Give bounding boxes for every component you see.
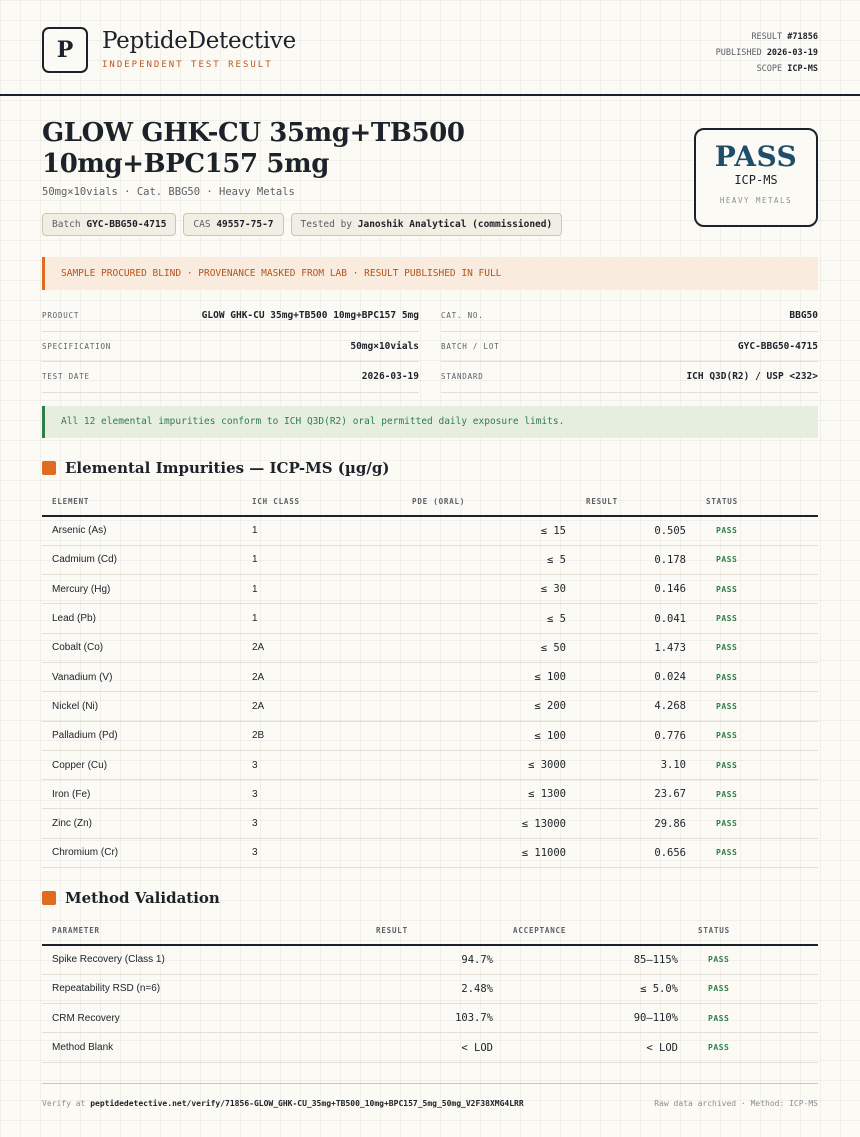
result-cell: 103.7% [366, 1004, 503, 1033]
spec-value: GYC-BBG50-4715 [737, 340, 818, 352]
status-badge: PASS [696, 662, 818, 691]
section-title: Elemental Impurities — ICP-MS (µg/g) [65, 459, 390, 477]
acceptance-cell: 85–115% [503, 945, 688, 974]
element-cell: Copper (Cu) [42, 750, 242, 779]
tested-by-chip: Tested by Janoshik Analytical (commissioned) [291, 213, 563, 236]
spec-value: GLOW GHK-CU 35mg+TB500 10mg+BPC157 5mg [201, 310, 419, 322]
status-badge: PASS [688, 974, 818, 1003]
parameter-cell: Repeatability RSD (n=6) [42, 974, 366, 1003]
spec-catno [441, 301, 818, 332]
pde-cell: ≤ 15 [402, 516, 576, 545]
conformance-banner: All 12 elemental impurities conform to ICH Q3D(R2) oral permitted daily exposure limits. [42, 406, 818, 438]
element-cell: Cobalt (Co) [42, 633, 242, 662]
table-row [42, 750, 818, 779]
result-cell: 4.268 [576, 692, 696, 721]
pde-cell: ≤ 11000 [402, 838, 576, 867]
spec-value: BBG50 [789, 310, 818, 322]
result-cell: 23.67 [576, 780, 696, 809]
pde-cell: ≤ 5 [402, 545, 576, 574]
verdict-word: PASS [714, 140, 798, 173]
element-cell: Lead (Pb) [42, 604, 242, 633]
pde-cell: ≤ 3000 [402, 750, 576, 779]
ich-class-cell: 1 [242, 604, 402, 633]
col-pde: PDE (ORAL) [402, 488, 576, 516]
element-cell: Iron (Fe) [42, 780, 242, 809]
status-badge: PASS [688, 1004, 818, 1033]
status-badge: PASS [696, 575, 818, 604]
ich-class-cell: 2A [242, 692, 402, 721]
acceptance-cell: 90–110% [503, 1004, 688, 1033]
pde-cell: ≤ 200 [402, 692, 576, 721]
pde-cell: ≤ 50 [402, 633, 576, 662]
pde-cell: ≤ 30 [402, 575, 576, 604]
validation-heading [42, 889, 220, 907]
pde-cell: ≤ 100 [402, 662, 576, 691]
status-badge: PASS [688, 945, 818, 974]
table-row [42, 945, 818, 974]
col-status: STATUS [688, 917, 818, 945]
provenance-notice: SAMPLE PROCURED BLIND · PROVENANCE MASKED FROM LAB · RESULT PUBLISHED IN FULL [42, 257, 818, 290]
pde-cell: ≤ 5 [402, 604, 576, 633]
archive-note: Raw data archived · Method: ICP-MS [654, 1099, 818, 1108]
spec-value: ICH Q3D(R2) / USP <232> [686, 371, 818, 383]
result-cell: 0.024 [576, 662, 696, 691]
status-badge: PASS [696, 809, 818, 838]
element-cell: Vanadium (V) [42, 662, 242, 691]
result-cell: < LOD [366, 1033, 503, 1062]
status-badge: PASS [696, 750, 818, 779]
pde-cell: ≤ 1300 [402, 780, 576, 809]
product-title: GLOW GHK-CU 35mg+TB500 10mg+BPC157 5mg [42, 118, 465, 179]
spec-test-date [42, 362, 419, 393]
parameter-cell: Spike Recovery (Class 1) [42, 945, 366, 974]
meta-scope: SCOPE ICP-MS [756, 64, 818, 74]
col-element: ELEMENT [42, 488, 242, 516]
spec-label: SPECIFICATION [42, 341, 112, 351]
section-marker-icon [42, 891, 56, 905]
col-parameter: PARAMETER [42, 917, 366, 945]
status-badge: PASS [696, 838, 818, 867]
spec-value: 50mg×10vials [350, 340, 419, 352]
table-row [42, 545, 818, 574]
table-row [42, 633, 818, 662]
element-cell: Cadmium (Cd) [42, 545, 242, 574]
ich-class-cell: 3 [242, 809, 402, 838]
ich-class-cell: 3 [242, 750, 402, 779]
batch-chip: Batch GYC-BBG50-4715 [42, 213, 176, 236]
ich-class-cell: 2A [242, 633, 402, 662]
product-subtitle: 50mg×10vials · Cat. BBG50 · Heavy Metals [42, 186, 295, 198]
spec-label: STANDARD [441, 372, 484, 382]
table-row [42, 1004, 818, 1033]
spec-grid [42, 301, 818, 393]
impurities-heading [42, 459, 389, 477]
element-cell: Arsenic (As) [42, 516, 242, 545]
table-row [42, 1033, 818, 1062]
col-result: RESULT [366, 917, 503, 945]
spec-product [42, 301, 419, 332]
logo-mark: P [42, 27, 88, 73]
spec-value: 2026-03-19 [361, 371, 419, 383]
validation-table [42, 917, 818, 1063]
spec-label: BATCH / LOT [441, 341, 500, 351]
ich-class-cell: 1 [242, 575, 402, 604]
col-status: STATUS [696, 488, 818, 516]
col-acceptance: ACCEPTANCE [503, 917, 688, 945]
result-cell: 0.656 [576, 838, 696, 867]
spec-standard [441, 362, 818, 393]
section-title: Method Validation [65, 889, 220, 907]
table-row [42, 575, 818, 604]
verdict-stamp [694, 128, 818, 227]
result-cell: 94.7% [366, 945, 503, 974]
result-cell: 2.48% [366, 974, 503, 1003]
section-marker-icon [42, 461, 56, 475]
chip-row [42, 213, 562, 236]
ich-class-cell: 2B [242, 721, 402, 750]
table-header-row [42, 917, 818, 945]
meta-result: RESULT #71856 [751, 32, 818, 42]
table-header-row [42, 488, 818, 516]
spec-batch [441, 332, 818, 363]
brand-tagline: INDEPENDENT TEST RESULT [102, 60, 273, 70]
result-meta [716, 29, 818, 77]
ich-class-cell: 1 [242, 545, 402, 574]
header-divider [0, 94, 860, 96]
ich-class-cell: 1 [242, 516, 402, 545]
ich-class-cell: 3 [242, 780, 402, 809]
acceptance-cell: ≤ 5.0% [503, 974, 688, 1003]
footer-divider [42, 1083, 818, 1084]
status-badge: PASS [696, 721, 818, 750]
spec-label: CAT. NO. [441, 311, 484, 321]
result-cell: 0.178 [576, 545, 696, 574]
result-cell: 0.041 [576, 604, 696, 633]
element-cell: Mercury (Hg) [42, 575, 242, 604]
verify-link[interactable]: peptidedetective.net/verify/71856-GLOW_GHK-CU_35mg+TB500_10mg+BPC157_5mg_50mg_V2F38XMG4LRR [90, 1099, 524, 1108]
result-cell: 1.473 [576, 633, 696, 662]
element-cell: Chromium (Cr) [42, 838, 242, 867]
table-row [42, 516, 818, 545]
parameter-cell: CRM Recovery [42, 1004, 366, 1033]
status-badge: PASS [696, 692, 818, 721]
element-cell: Palladium (Pd) [42, 721, 242, 750]
verdict-method: ICP-MS [734, 173, 778, 187]
pde-cell: ≤ 100 [402, 721, 576, 750]
col-ich-class: ICH CLASS [242, 488, 402, 516]
table-row [42, 780, 818, 809]
table-row [42, 809, 818, 838]
status-badge: PASS [696, 516, 818, 545]
acceptance-cell: < LOD [503, 1033, 688, 1062]
table-row [42, 721, 818, 750]
result-cell: 29.86 [576, 809, 696, 838]
table-row [42, 838, 818, 867]
parameter-cell: Method Blank [42, 1033, 366, 1062]
ich-class-cell: 2A [242, 662, 402, 691]
spec-label: PRODUCT [42, 311, 80, 321]
table-row [42, 662, 818, 691]
table-row [42, 692, 818, 721]
status-badge: PASS [688, 1033, 818, 1062]
ich-class-cell: 3 [242, 838, 402, 867]
brand-name: PeptideDetective [102, 28, 296, 54]
result-cell: 0.776 [576, 721, 696, 750]
report-header [42, 27, 818, 87]
result-cell: 0.146 [576, 575, 696, 604]
col-result: RESULT [576, 488, 696, 516]
spec-label: TEST DATE [42, 372, 90, 382]
table-row [42, 974, 818, 1003]
pde-cell: ≤ 13000 [402, 809, 576, 838]
status-badge: PASS [696, 604, 818, 633]
impurities-table [42, 488, 818, 868]
element-cell: Zinc (Zn) [42, 809, 242, 838]
verdict-scope: HEAVY METALS [719, 196, 793, 205]
table-row [42, 604, 818, 633]
element-cell: Nickel (Ni) [42, 692, 242, 721]
result-cell: 3.10 [576, 750, 696, 779]
meta-published: PUBLISHED 2026-03-19 [715, 48, 818, 58]
status-badge: PASS [696, 545, 818, 574]
status-badge: PASS [696, 780, 818, 809]
cas-chip: CAS 49557-75-7 [183, 213, 283, 236]
verify-line [42, 1099, 524, 1108]
spec-specification [42, 332, 419, 363]
result-cell: 0.505 [576, 516, 696, 545]
verify-label: Verify at [42, 1099, 86, 1108]
status-badge: PASS [696, 633, 818, 662]
